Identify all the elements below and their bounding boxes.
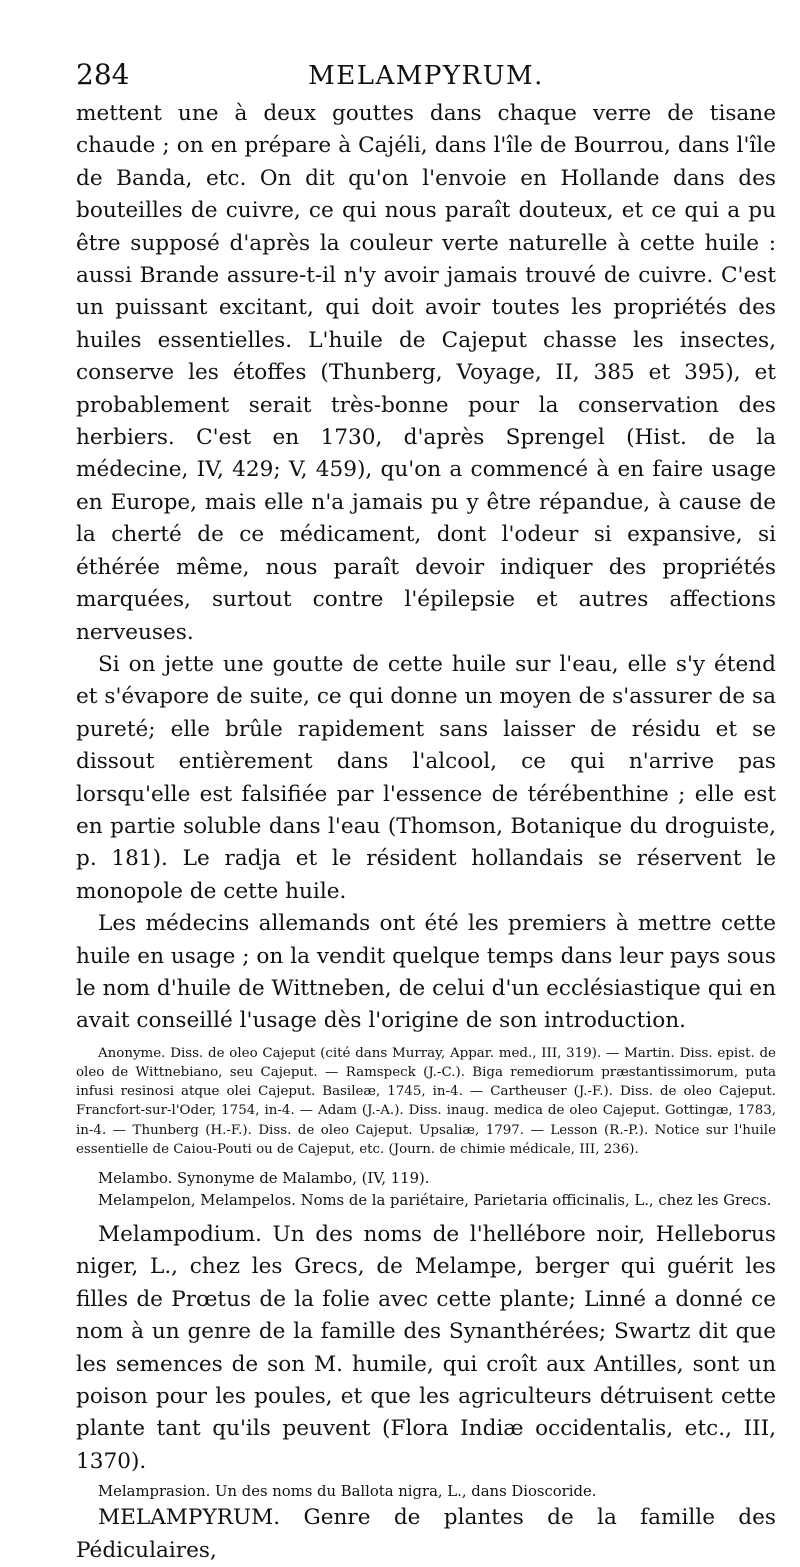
paragraph-cajeput-history: Les médecins allemands ont été les premiers à mettre cette huile en usage ; on la vendit quelque temps dans leur pays sous le nom d'huile de Wittneben, de celui d'un ecclésiastique qui en avait conseillé l'usage dès l'origine de son introduction.	[76, 911, 776, 1034]
entry-melamprasion: Melamprasion. Un des noms du Ballota nigra, L., dans Dioscoride.	[98, 1483, 597, 1501]
bibliography-note: Anonyme. Diss. de oleo Cajeput (cité dans Murray, Appar. med., III, 319). — Martin. Diss. epist. de oleo de Wittnebiano, seu Cajeput. — Ramspeck (J.-C.). Biga remediorum præstantissimorum, puta infusi resinosi atque olei Cajeput. Basileæ, 1745, in-4. — Cartheuser (J.-F.). Diss. de oleo Cajeput. Francfort-sur-l'Oder, 1754, in-4. — Adam (J.-A.). Diss. inaug. medica de oleo Cajeput. Gottingæ, 1783, in-4. — Thunberg (H.-F.). Diss. de oleo Cajeput. Upsaliæ, 1797. — Lesson (R.-P.). Notice sur l'huile essentielle de Caiou-Pouti ou de Cajeput, etc. (Journ. de chimie médicale, III, 236).	[76, 1045, 776, 1157]
entry-melampelon: Melampelon, Melampelos. Noms de la pariétaire, Parietaria officinalis, L., chez les Grecs.	[98, 1192, 772, 1209]
page-header	[76, 58, 776, 98]
paragraph-cajeput-purity: Si on jette une goutte de cette huile sur l'eau, elle s'y étend et s'évapore de suite, ce qui donne un moyen de s'assurer de sa pureté; elle brûle rapidement sans laisser de résidu et se dissout entièrement dans l'alcool, ce qui n'arrive pas lorsqu'elle est falsifiée par l'essence de térébenthine ; elle est en partie soluble dans l'eau (Thomson, Botanique du droguiste, p. 181). Le radja et le résident hollandais se réservent le monopole de cette huile.	[76, 651, 776, 904]
running-title: MELAMPYRUM.	[308, 61, 544, 91]
entry-melambo: Melambo. Synonyme de Malambo, (IV, 119).	[98, 1170, 430, 1187]
paragraph-cajeput-uses: mettent une à deux gouttes dans chaque verre de tisane chaude ; on en prépare à Cajéli, dans l'île de Bourrou, dans l'île de Banda, etc. On dit qu'on l'envoie en Hollande dans des bouteilles de cuivre, ce qui nous paraît douteux, et ce qui a pu être supposé d'après la couleur verte naturelle à cette huile : aussi Brande assure-t-il n'y avoir jamais trouvé de cuivre. C'est un puissant excitant, qui doit avoir toutes les propriétés des huiles essentielles. L'huile de Cajeput chasse les insectes, conserve les étoffes (Thunberg, Voyage, II, 385 et 395), et probablement serait très-bonne pour la conservation des herbiers. C'est en 1730, d'après Sprengel (Hist. de la médecine, IV, 429; V, 459), qu'on a commencé à en faire usage en Europe, mais elle n'a jamais pu y être répandue, à cause de la cherté de ce médicament, dont l'odeur si expansive, si éthérée même, nous paraît devoir indiquer des propriétés marquées, surtout contre l'épilepsie et autres affections nerveuses.	[76, 101, 776, 645]
entry-melampodium: Melampodium. Un des noms de l'hellébore noir, Helleborus niger, L., chez les Grecs, de Melampe, berger qui guérit les filles de Prœtus de la folie avec cette plante; Linné a donné ce nom à un genre de la famille des Synanthérées; Swartz dit que les semences de son M. humile, qui croît aux Antilles, sont un poison pour les poules, et que les agriculteurs détruisent cette plante tant qu'ils peuvent (Flora Indiæ occidentalis, etc., III, 1370).	[76, 1222, 776, 1474]
page-number: 284	[76, 58, 130, 91]
entry-melampyrum: MELAMPYRUM. Genre de plantes de la famille des Pédiculaires,	[76, 1505, 776, 1563]
